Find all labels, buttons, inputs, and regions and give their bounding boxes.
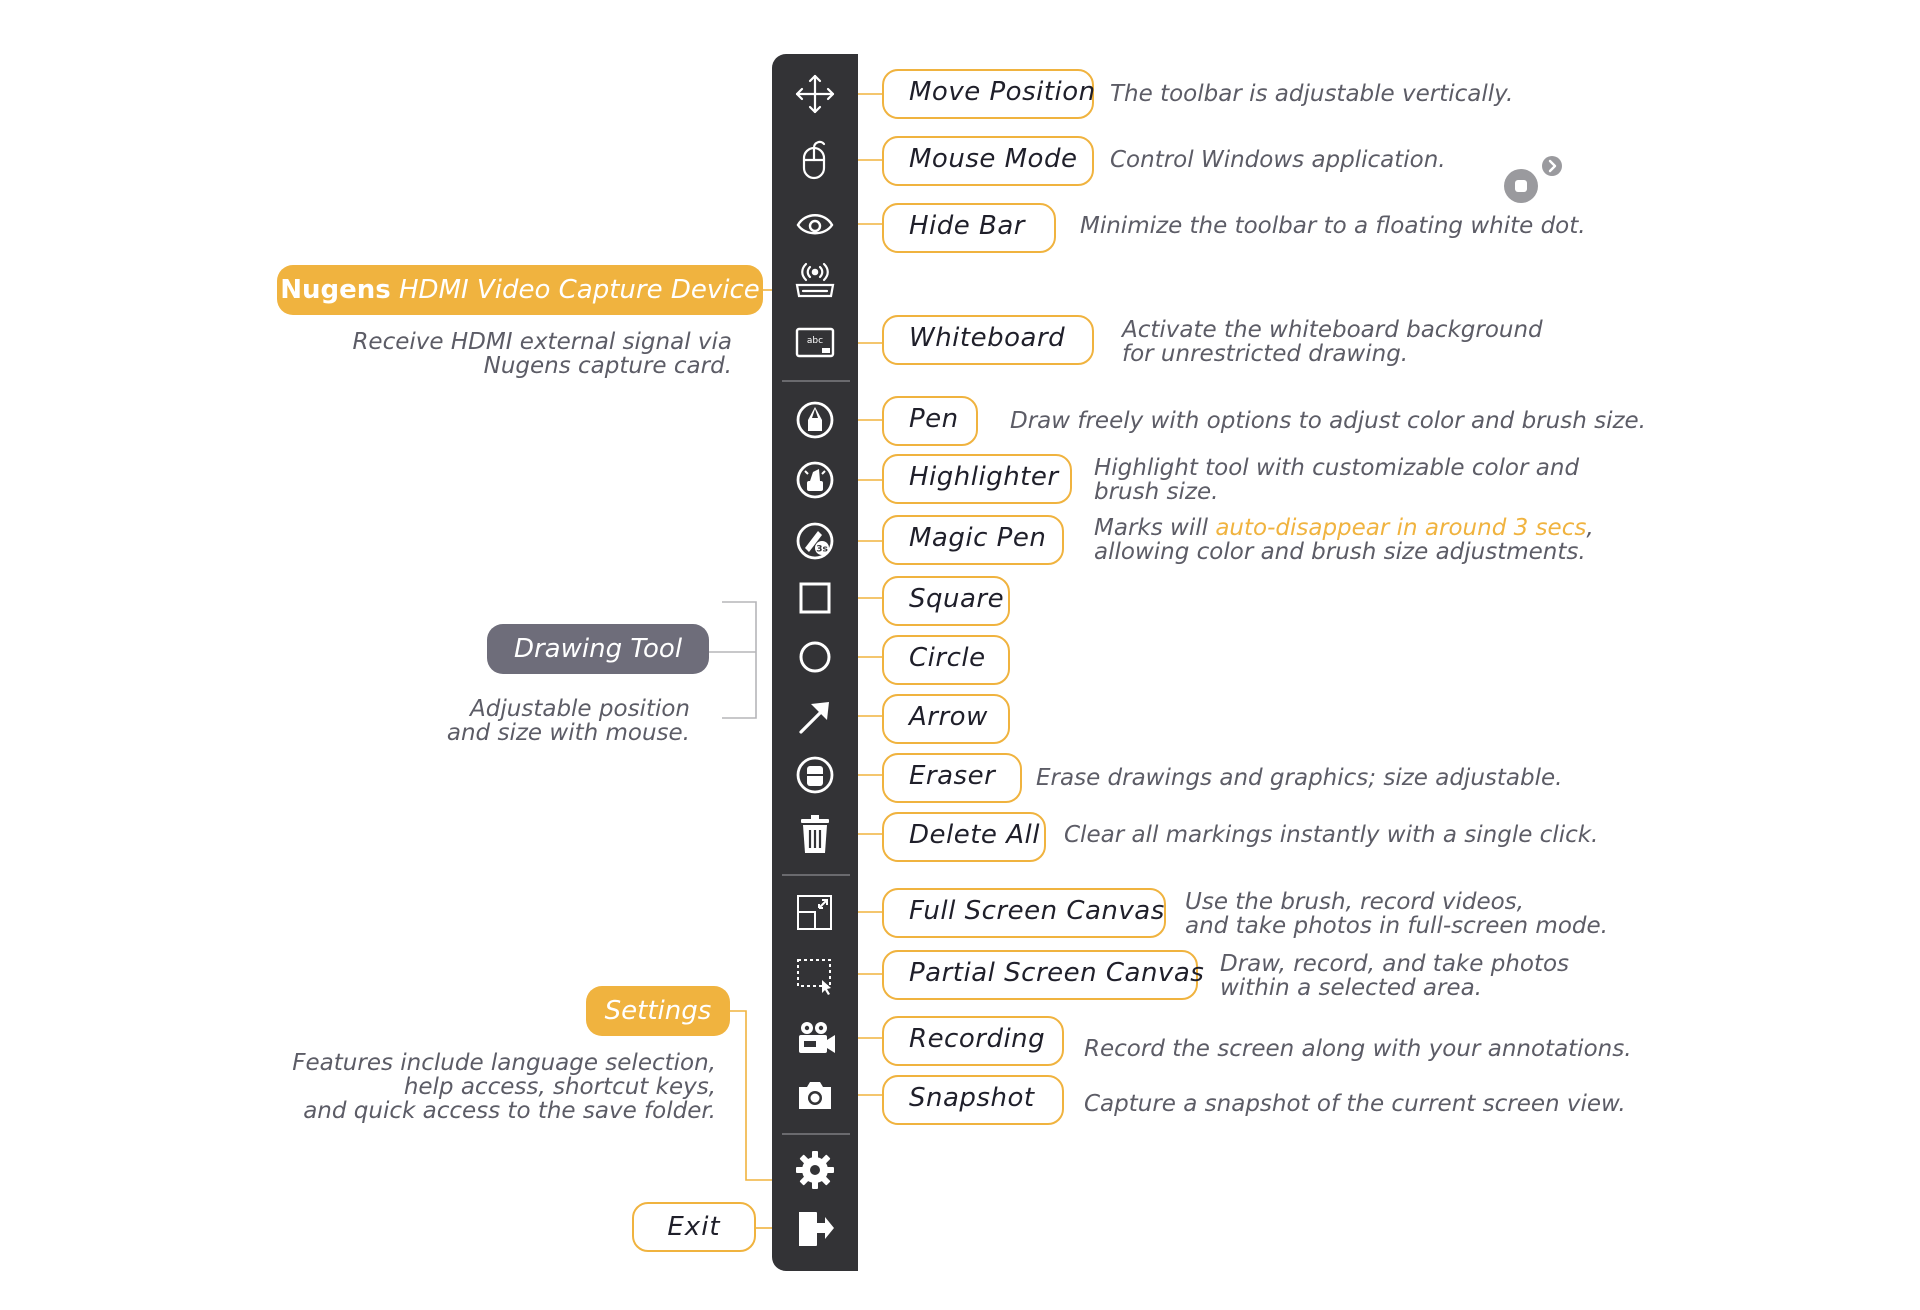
settings-description: Features include language selection, help access, shortcut keys, and quick access to the save folder. xyxy=(292,1050,716,1124)
highlight-text: auto-disappear in around 3 secs xyxy=(1215,515,1587,541)
trash-icon[interactable] xyxy=(791,810,839,858)
tool-label: Full Screen Canvas xyxy=(882,888,1166,938)
tool-label: Recording xyxy=(882,1016,1064,1066)
hdmi-capture-icon[interactable] xyxy=(791,258,839,306)
tool-label: Eraser xyxy=(882,753,1022,803)
tool-description: Clear all markings instantly with a single click. xyxy=(1064,822,1599,848)
tool-label: Circle xyxy=(882,635,1010,685)
tool-description: Control Windows application. xyxy=(1110,147,1446,173)
tool-description: Capture a snapshot of the current screen view. xyxy=(1084,1091,1626,1117)
circle-icon[interactable] xyxy=(791,633,839,681)
hdmi-description: Receive HDMI external signal via Nugens capture card. xyxy=(352,329,732,379)
eraser-icon[interactable] xyxy=(791,751,839,799)
tool-label: Mouse Mode xyxy=(882,136,1094,186)
mouse-icon[interactable] xyxy=(791,136,839,184)
toolbar-divider xyxy=(782,380,850,382)
video-camera-icon[interactable] xyxy=(791,1014,839,1062)
exit-door-icon[interactable] xyxy=(791,1204,839,1252)
partial-screen-canvas-icon[interactable] xyxy=(791,950,839,998)
tool-description: Activate the whiteboard background for unrestricted drawing. xyxy=(1122,317,1543,367)
tool-label: Whiteboard xyxy=(882,315,1094,365)
connector-line xyxy=(722,602,756,718)
tool-description: Highlight tool with customizable color and brush size. xyxy=(1094,455,1580,505)
hdmi-brand: Nugens xyxy=(280,275,391,305)
tool-label: Hide Bar xyxy=(882,203,1056,253)
exit-label: Exit xyxy=(632,1202,756,1252)
drawing-tool-description: Adjustable position and size with mouse. xyxy=(446,696,690,746)
tool-description: Draw, record, and take photos within a selected area. xyxy=(1220,951,1570,1001)
tool-label: Highlighter xyxy=(882,454,1072,504)
move-arrows-icon[interactable] xyxy=(791,70,839,118)
floating-dot-icon xyxy=(1504,169,1538,203)
tool-description: Marks will auto-disappear in around 3 secs, allowing color and brush size adjustments. xyxy=(1094,515,1594,565)
square-icon[interactable] xyxy=(791,574,839,622)
tool-label: Magic Pen xyxy=(882,515,1064,565)
tool-label: Arrow xyxy=(882,694,1010,744)
tool-label: Move Position xyxy=(882,69,1094,119)
tool-description: Minimize the toolbar to a floating white dot. xyxy=(1080,213,1586,239)
tool-label: Delete All xyxy=(882,812,1046,862)
camera-icon[interactable] xyxy=(791,1071,839,1119)
gear-icon[interactable] xyxy=(791,1146,839,1194)
highlighter-icon[interactable] xyxy=(791,456,839,504)
hdmi-capture-label xyxy=(277,265,763,315)
pen-icon[interactable] xyxy=(791,396,839,444)
svg-text:3s: 3s xyxy=(816,544,828,555)
tool-description: Record the screen along with your annotations. xyxy=(1084,1036,1632,1062)
toolbar-divider xyxy=(782,874,850,876)
tool-description: Use the brush, record videos, and take photos in full-screen mode. xyxy=(1185,889,1608,939)
arrow-icon[interactable] xyxy=(791,692,839,740)
drawing-tool-label: Drawing Tool xyxy=(487,624,709,674)
whiteboard-icon[interactable] xyxy=(791,319,839,367)
tool-description: Erase drawings and graphics; size adjustable. xyxy=(1036,765,1563,791)
hdmi-title: HDMI Video Capture Device xyxy=(399,275,760,305)
connector-line xyxy=(730,1011,772,1180)
tool-description: The toolbar is adjustable vertically. xyxy=(1110,81,1514,107)
chevron-right-icon xyxy=(1542,156,1562,176)
settings-label: Settings xyxy=(586,986,730,1036)
tool-label: Snapshot xyxy=(882,1075,1064,1125)
tool-description: Draw freely with options to adjust color and brush size. xyxy=(1010,408,1646,434)
svg-text:abc: abc xyxy=(806,336,824,346)
eye-hide-icon[interactable] xyxy=(791,200,839,248)
toolbar-divider xyxy=(782,1133,850,1135)
magic-pen-icon[interactable] xyxy=(791,517,839,565)
tool-label: Pen xyxy=(882,396,978,446)
tool-label: Partial Screen Canvas xyxy=(882,950,1198,1000)
full-screen-canvas-icon[interactable] xyxy=(791,888,839,936)
tool-label: Square xyxy=(882,576,1010,626)
